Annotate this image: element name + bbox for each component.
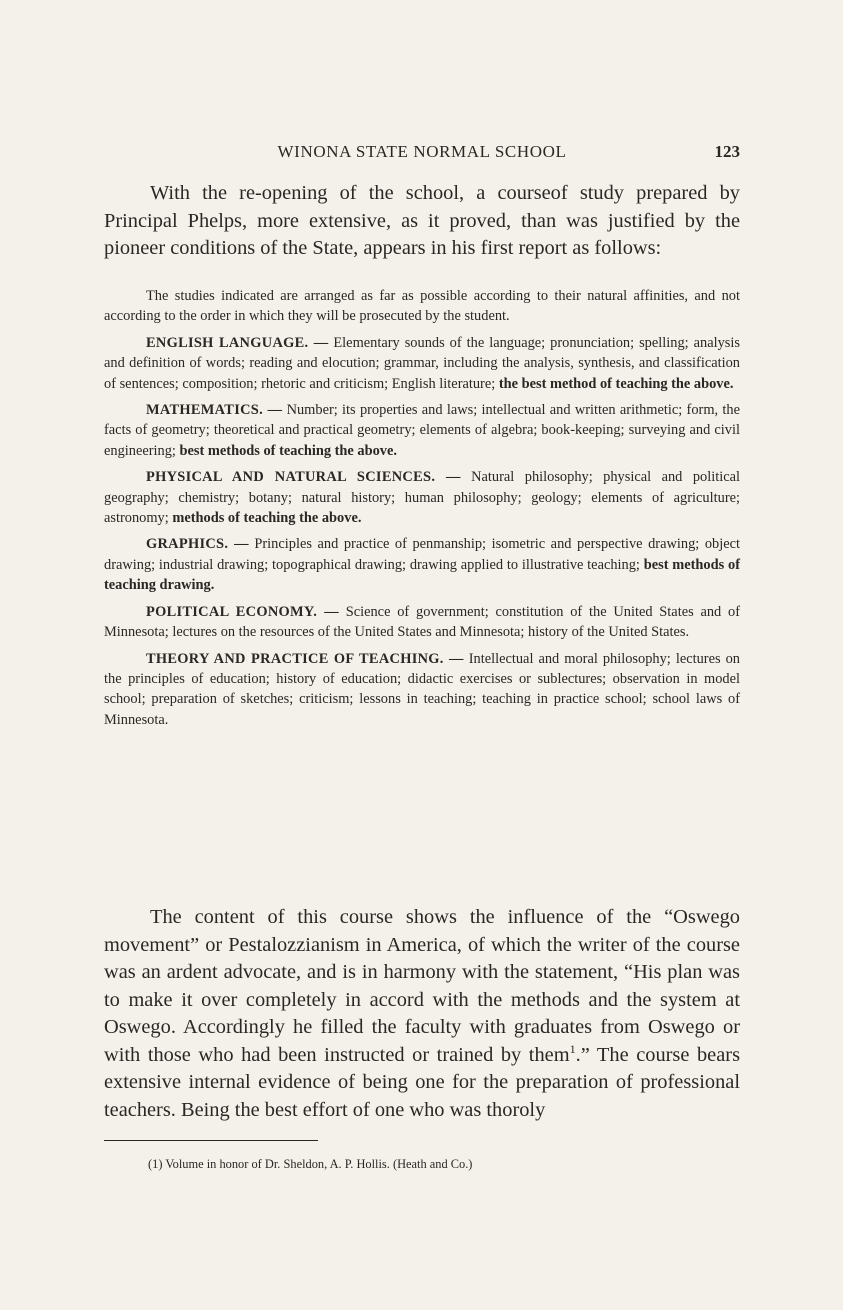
course-section-political-economy [104, 602, 740, 643]
section-topic: ENGLISH LANGUAGE. — [146, 334, 329, 351]
section-text: Principles and practice of penmanship; isometric and perspective drawing; object drawing; industrial drawing; topographical drawing; drawing applied to illustrative teaching; [104, 536, 740, 573]
section-topic: MATHEMATICS. — [146, 402, 283, 419]
course-section-graphics [104, 534, 740, 595]
course-section-teaching [104, 649, 740, 731]
footnote-marker: 1 [569, 1041, 576, 1056]
running-title: WINONA STATE NORMAL SCHOOL [277, 142, 567, 161]
section-topic: POLITICAL ECONOMY. — [146, 603, 339, 620]
closing-text: The content of this course shows the influence of the “Oswego movement” or Pestalozzianism in America, of which the writer of the course was an ardent advocate, and is in harmony with the statement, “His plan was to make it over completely in accord with the methods and the system at Oswego. Accordingly he filled the faculty with graduates from Oswego or with those who had been instructed or trained by them [104, 906, 740, 1066]
footnote: (1) Volume in honor of Dr. Sheldon, A. P. Hollis. (Heath and Co.) [148, 1157, 473, 1171]
footnote-divider [104, 1140, 318, 1141]
section-topic: THEORY AND PRACTICE OF TEACHING. — [146, 650, 464, 667]
closing-text-continued: .” The course bears extensive internal evidence of being one for the preparation of professional teachers. Being the best effort of one who was thoroly [104, 1043, 741, 1121]
course-section-english [104, 333, 740, 394]
closing-paragraph [104, 904, 740, 1124]
section-text: Elementary sounds of the language; pronunciation; spelling; analysis and definition of words; reading and elocution; grammar, including the analysis, synthesis, and classification of sentences; composition; rhetoric and criticism; English literature; [104, 334, 740, 392]
section-method: best methods of teaching the above. [179, 442, 397, 459]
course-of-study-quote [104, 286, 740, 736]
section-method: the best method of teaching the above. [498, 375, 734, 392]
intro-paragraph: With the re-opening of the school, a courseof study prepared by Principal Phelps, more extensive, as it proved, than was justified by the pioneer conditions of the State, appears in his first report as follows: [104, 182, 740, 259]
course-preface: The studies indicated are arranged as far as possible according to their natural affinities, and not according to the order in which they will be prosecuted by the student. [104, 288, 740, 325]
section-method: best methods of teaching drawing. [104, 556, 740, 594]
course-section-mathematics [104, 400, 740, 461]
section-method: methods of teaching the above. [172, 510, 362, 527]
course-section-sciences [104, 467, 740, 528]
section-topic: GRAPHICS. — [146, 536, 249, 553]
page-header [104, 142, 740, 164]
section-text: Intellectual and moral philosophy; lectures on the principles of education; history of education; didactic exercises or sublectures; observation in model school; preparation of sketches; criticism; lessons in teaching; teaching in practice school; school laws of Minnesota. [104, 650, 740, 728]
section-text: Number; its properties and laws; intellectual and written arithmetic; form, the facts of geometry; theoretical and practical geometry; elements of algebra; book-keeping; surveying and civil engineering; [104, 402, 740, 459]
section-topic: PHYSICAL AND NATURAL SCIENCES. — [146, 469, 461, 486]
section-text: Science of government; constitution of the United States and of Minnesota; lectures on the resources of the United States and Minnesota; history of the United States. [104, 603, 740, 641]
section-text: Natural philosophy; physical and political geography; chemistry; botany; natural history; human philosophy; geology; elements of agriculture; astronomy; [104, 469, 740, 527]
page-number: 123 [714, 142, 740, 161]
